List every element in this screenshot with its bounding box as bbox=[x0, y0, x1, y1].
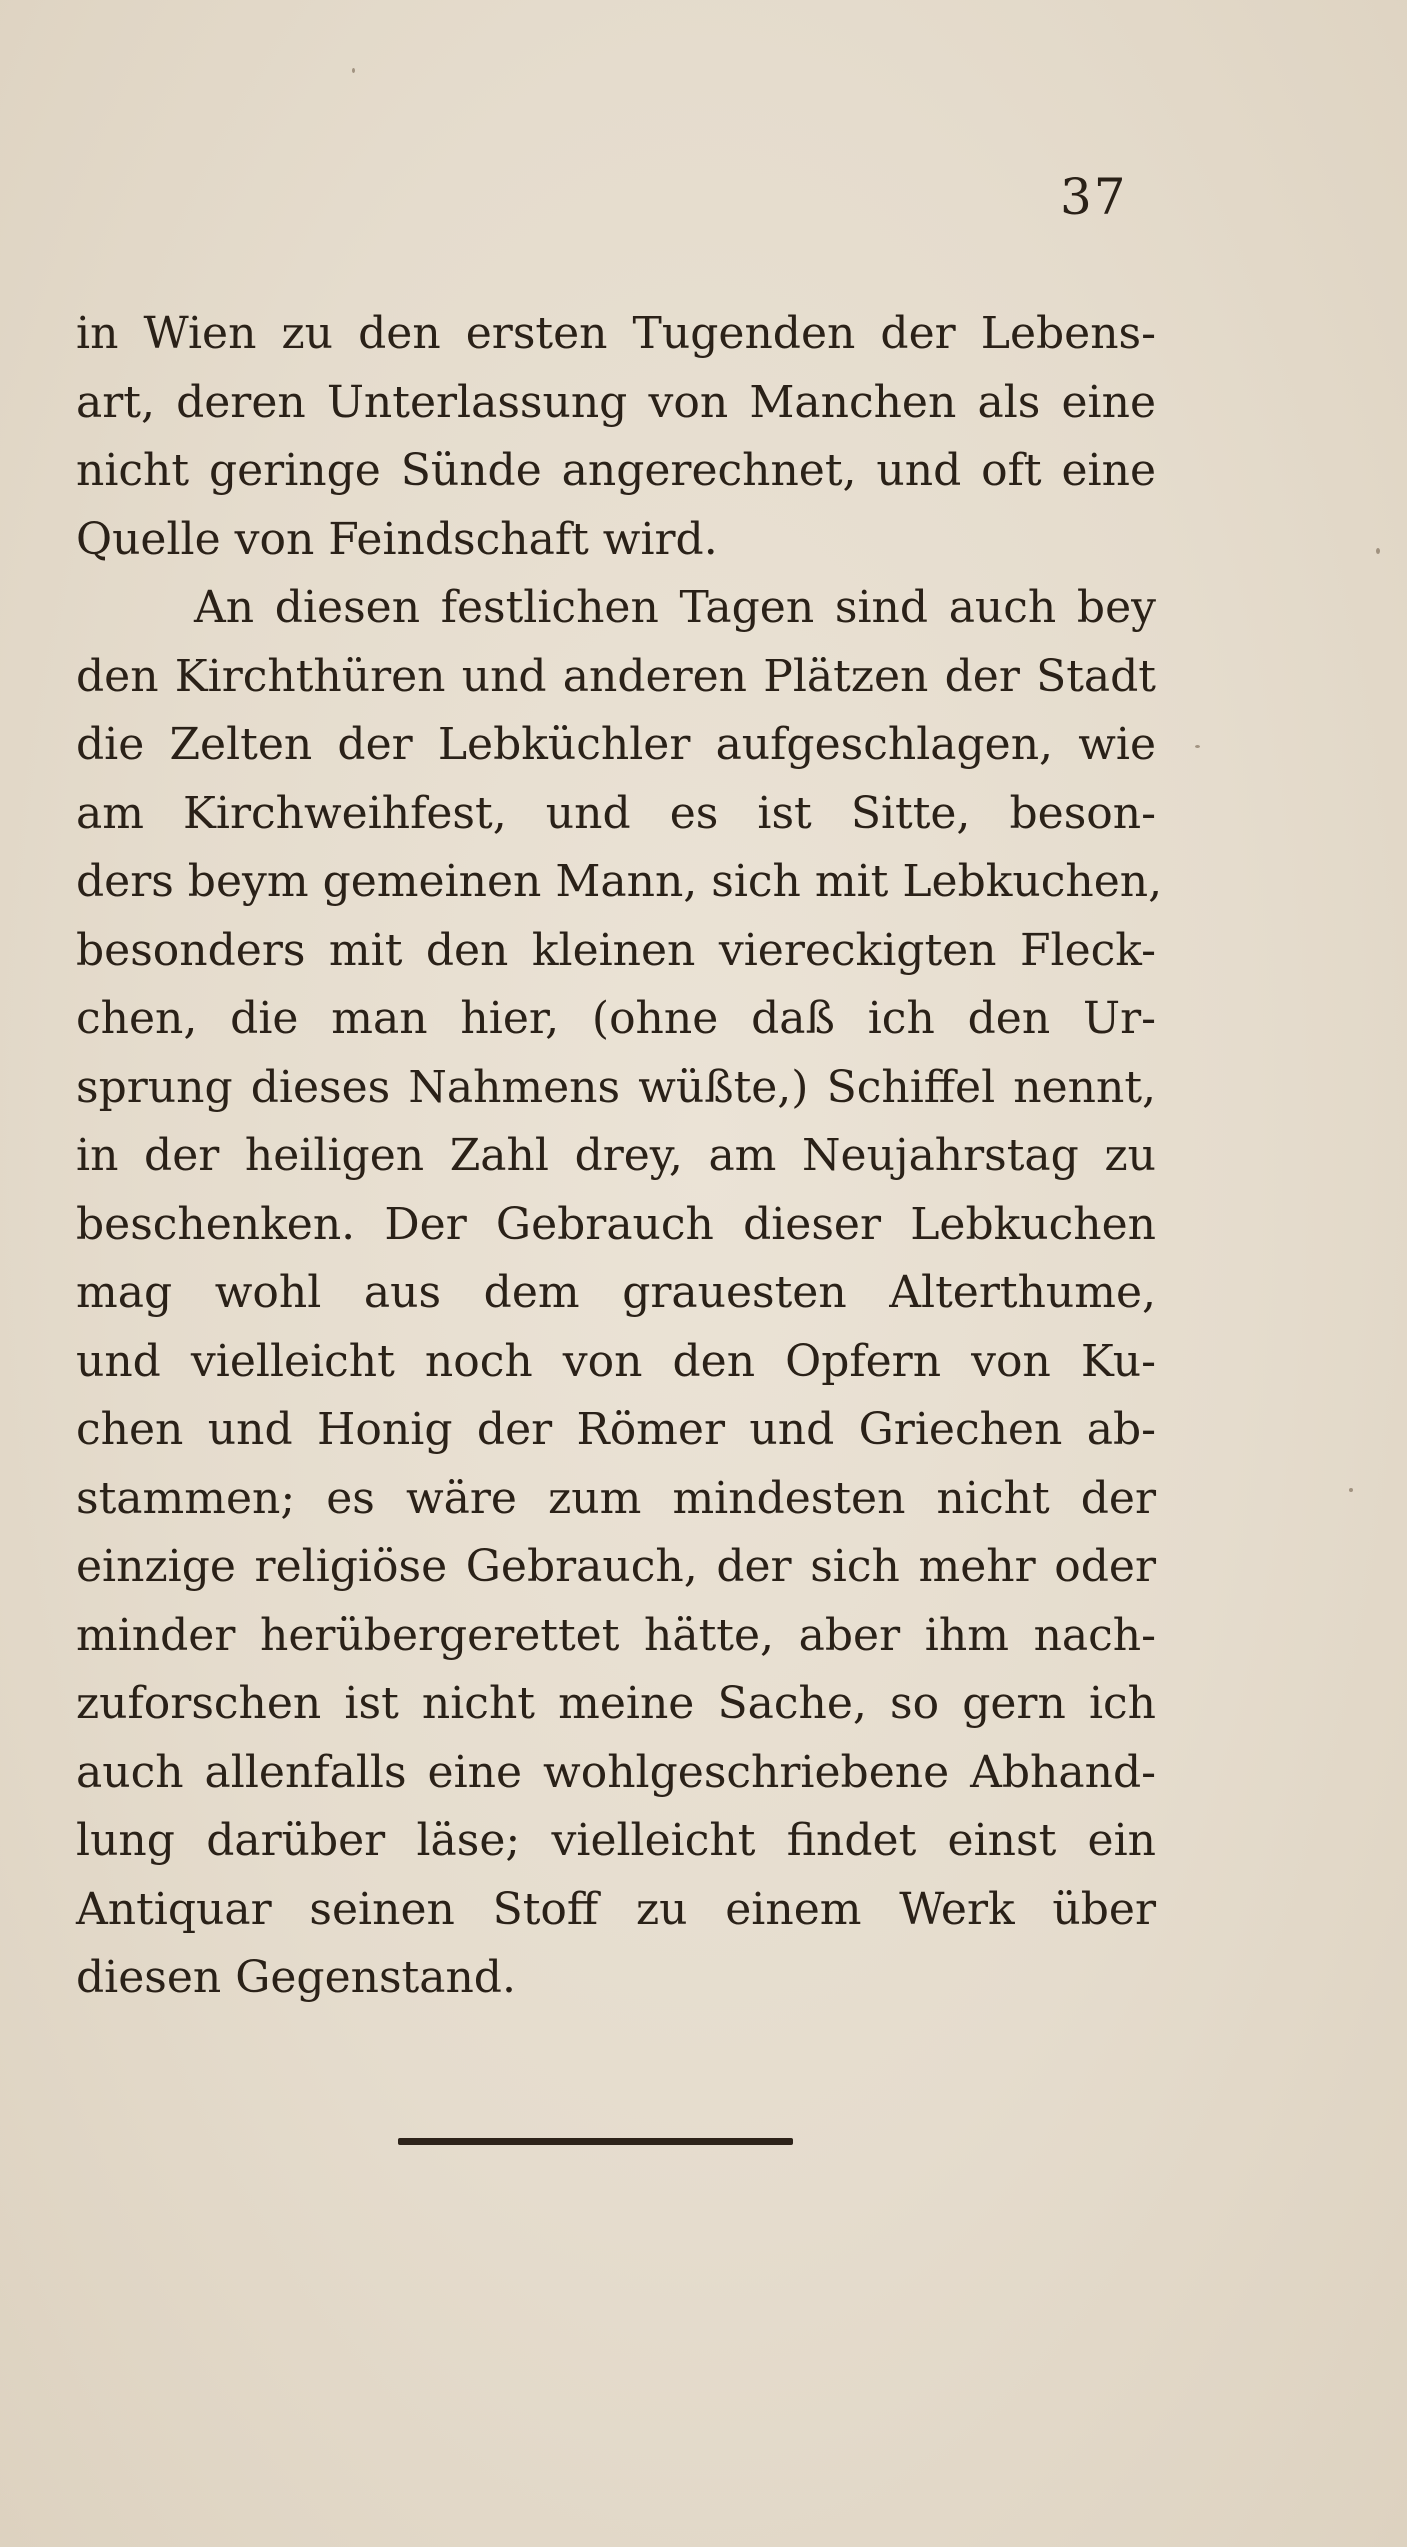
text-line: Antiquar seinen Stoff zu einem Werk über bbox=[76, 1883, 1156, 1935]
text-line: am Kirchweihfest, und es ist Sitte, beson- bbox=[76, 787, 1156, 839]
text-line: lung darüber läse; vielleicht findet einst ein bbox=[76, 1815, 1156, 1866]
text-line: auch allenfalls eine wohlgeschriebene Abhand- bbox=[76, 1746, 1156, 1798]
text-line: in Wien zu den ersten Tugenden der Lebens- bbox=[76, 308, 1156, 359]
text-line: ders beym gemeinen Mann, sich mit Lebkuchen, bbox=[76, 856, 1163, 907]
text-line: chen und Honig der Römer und Griechen ab- bbox=[76, 1404, 1156, 1455]
body-text bbox=[76, 300, 1163, 2013]
text-line: mag wohl aus dem grauesten Alterthume, bbox=[76, 1267, 1156, 1318]
text-line: chen, die man hier, (ohne daß ich den Ur- bbox=[76, 993, 1156, 1044]
text-line: besonders mit den kleinen viereckigten Fleck- bbox=[76, 924, 1156, 976]
text-line: stammen; es wäre zum mindesten nicht der bbox=[76, 1472, 1156, 1524]
text-line: diesen Gegenstand. bbox=[76, 1952, 516, 2003]
text-line: zuforschen ist nicht meine Sache, so gern ich bbox=[76, 1678, 1156, 1729]
paper-speck bbox=[1349, 1488, 1353, 1492]
text-line: und vielleicht noch von den Opfern von Ku- bbox=[76, 1335, 1156, 1387]
text-line: in der heiligen Zahl drey, am Neujahrstag zu bbox=[76, 1130, 1156, 1181]
text-line: beschenken. Der Gebrauch dieser Lebkuchen bbox=[76, 1198, 1156, 1250]
paper-speck bbox=[1195, 745, 1200, 748]
paper-speck bbox=[352, 68, 355, 73]
page-number: 37 bbox=[1060, 168, 1128, 226]
text-line: die Zelten der Lebküchler aufgeschlagen, wie bbox=[76, 719, 1156, 770]
paper-speck bbox=[1376, 548, 1380, 554]
text-line: Quelle von Feindschaft wird. bbox=[76, 513, 718, 565]
section-divider-rule bbox=[398, 2138, 793, 2145]
text-line: einzige religiöse Gebrauch, der sich mehr oder bbox=[76, 1541, 1156, 1592]
text-line: den Kirchthüren und anderen Plätzen der Stadt bbox=[76, 650, 1156, 702]
text-line: art, deren Unterlassung von Manchen als eine bbox=[76, 376, 1156, 428]
text-line: minder herübergerettet hätte, aber ihm nach- bbox=[76, 1609, 1156, 1661]
text-line: sprung dieses Nahmens wüßte,) Schiffel nennt, bbox=[76, 1061, 1156, 1113]
text-line: nicht geringe Sünde angerechnet, und oft eine bbox=[76, 445, 1156, 496]
paragraph-start-line: An diesen festlichen Tagen sind auch bey bbox=[194, 582, 1156, 633]
